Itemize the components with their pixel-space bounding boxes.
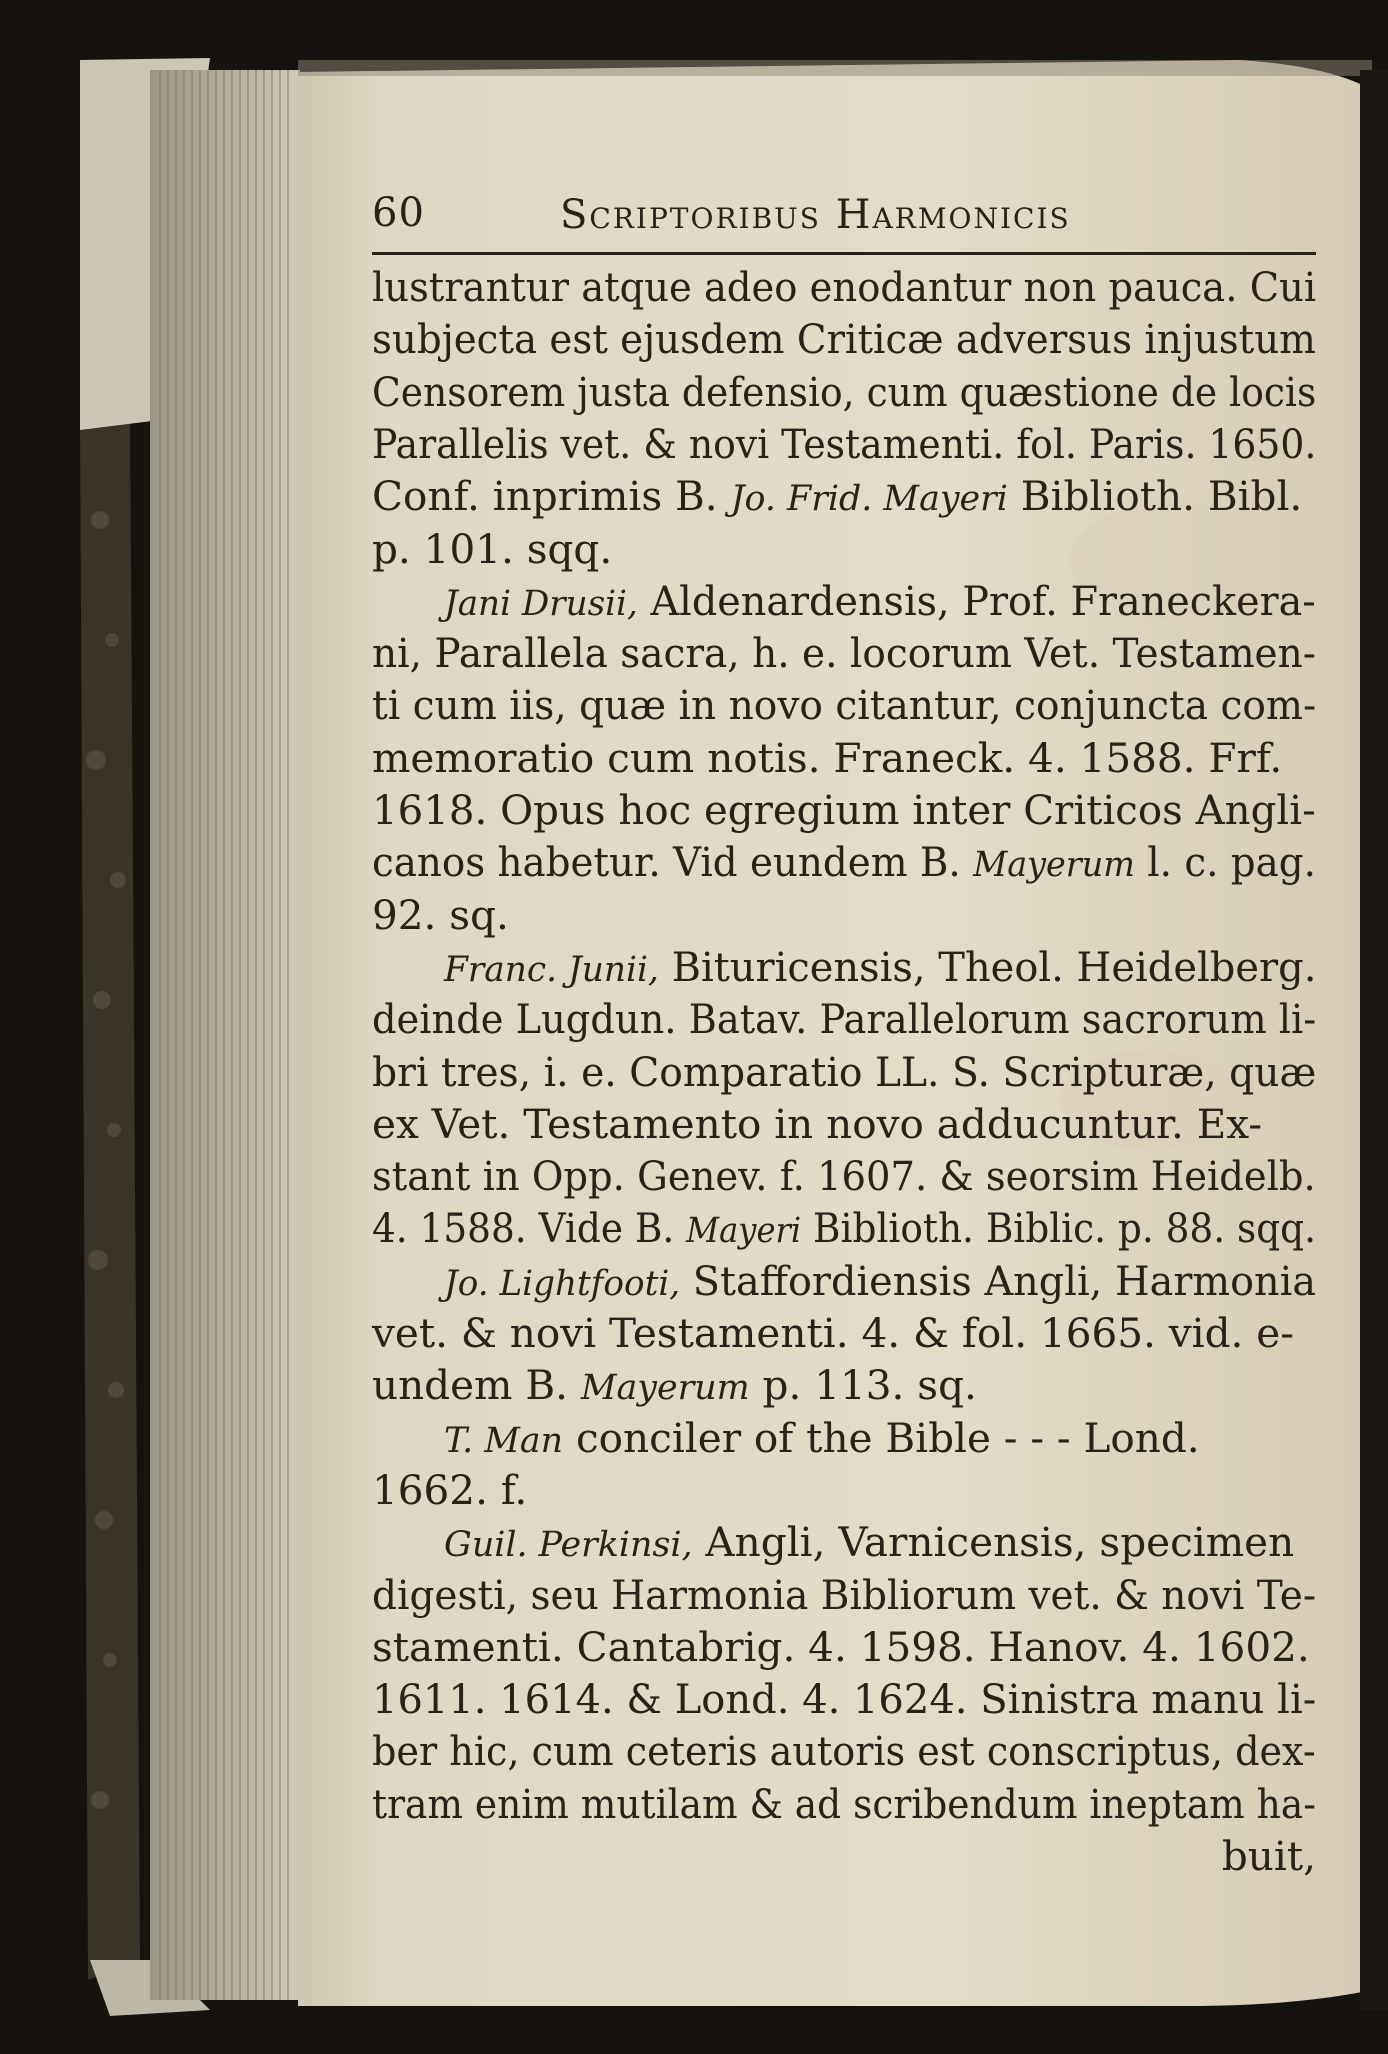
text-run: canos habetur. Vid eundem B.: [372, 838, 974, 887]
running-title: Scriptoribus Harmonicis: [560, 192, 1071, 238]
text-run: Angli, Varnicensis, specimen: [692, 1518, 1295, 1567]
text-line: [372, 785, 1316, 835]
text-line: [444, 1256, 1317, 1306]
text-run: p. 113. sq.: [749, 1361, 977, 1410]
text-run: buit,: [1221, 1832, 1316, 1880]
text-run: 92. sq.: [372, 890, 509, 939]
italic-name: Mayerum: [973, 845, 1135, 886]
text-line: [372, 1622, 1316, 1672]
italic-name: Guil. Perkinsi,: [444, 1525, 693, 1566]
text-line: [372, 262, 1317, 312]
text-line: [444, 1517, 1316, 1567]
italic-name: Mayerum: [580, 1368, 750, 1409]
text-run: 4. 1588. Vide B.: [372, 1204, 687, 1253]
text-run: p. 101. sqq.: [372, 524, 613, 573]
text-run: Conf. inprimis B.: [372, 472, 731, 521]
text-run: ex Vet. Testamento in novo adducuntur. Ex-: [372, 1099, 1263, 1148]
text-run: Staffordiensis Angli, Harmonia: [680, 1256, 1317, 1305]
text-run: tram enim mutilam & ad scribendum ineptam ha-: [372, 1779, 1316, 1828]
text-line: [372, 314, 1316, 364]
text-line: [372, 1308, 1316, 1358]
text-run: 1611. 1614. & Lond. 4. 1624. Sinistra manu li-: [372, 1675, 1317, 1724]
text-run: subjecta est ejusdem Criticæ adversus injustum: [372, 315, 1316, 364]
text-run: bri tres, i. e. Comparatio LL. S. Scripturæ, quæ: [372, 1047, 1317, 1096]
text-line: [372, 1831, 1316, 1881]
text-line: [372, 1779, 1316, 1829]
text-run: digesti, seu Harmonia Bibliorum vet. & novi Te-: [372, 1570, 1317, 1619]
text-run: 1618. Opus hoc egregium inter Criticos Angli-: [372, 786, 1316, 834]
italic-name: T. Man: [444, 1420, 564, 1461]
text-line: [372, 628, 1316, 678]
running-head: [372, 186, 1328, 246]
text-line: [372, 1099, 1316, 1149]
text-run: stant in Opp. Genev. f. 1607. & seorsim Heidelb.: [372, 1152, 1316, 1201]
text-line: [372, 1360, 1316, 1410]
text-line: [372, 1570, 1317, 1620]
text-run: lustrantur atque adeo enodantur non pauca. Cui: [372, 263, 1317, 311]
italic-name: Franc. Junii,: [444, 949, 659, 990]
page-edges: [150, 70, 300, 2000]
text-line: [372, 680, 1317, 730]
text-run: Bituricensis, Theol. Heidelberg.: [658, 942, 1317, 991]
text-line: [372, 471, 1316, 521]
italic-name: Jani Drusii,: [444, 583, 638, 624]
text-line: [372, 1151, 1316, 1201]
text-line: [372, 994, 1317, 1044]
text-run: undem B.: [372, 1361, 581, 1410]
text-run: deinde Lugdun. Batav. Parallelorum sacrorum li-: [372, 995, 1317, 1044]
text-run: 1662. f.: [372, 1465, 528, 1514]
text-run: l. c. pag.: [1134, 838, 1316, 887]
text-run: stamenti. Cantabrig. 4. 1598. Hanov. 4. 1602.: [372, 1622, 1310, 1671]
page-text-block: [372, 186, 1328, 1946]
text-run: memoratio cum notis. Franeck. 4. 1588. Frf.: [372, 733, 1283, 782]
text-line: [372, 1047, 1317, 1097]
text-line: [444, 942, 1317, 992]
text-run: ti cum iis, quæ in novo citantur, conjuncta com-: [372, 681, 1317, 730]
text-line: [372, 1203, 1316, 1253]
italic-name: Mayeri: [686, 1211, 802, 1252]
page-number: 60: [372, 190, 425, 236]
text-run: Parallelis vet. & novi Testamenti. fol. Paris. 1650.: [372, 419, 1317, 468]
text-run: vet. & novi Testamenti. 4. & fol. 1665. vid. e-: [372, 1309, 1294, 1357]
text-line: [444, 1413, 1316, 1463]
italic-name: Jo. Lightfooti,: [444, 1263, 681, 1304]
text-run: Aldenardensis, Prof. Franeckera-: [637, 576, 1316, 625]
text-line: [444, 576, 1316, 626]
text-run: Biblioth. Bibl.: [1007, 472, 1303, 521]
italic-name: Jo. Frid. Mayeri: [730, 479, 1008, 520]
text-line: [372, 367, 1317, 417]
text-run: ni, Parallela sacra, h. e. locorum Vet. Testamen-: [372, 629, 1316, 678]
text-line: [372, 1465, 1316, 1515]
text-run: ber hic, cum ceteris autoris est conscriptus, dex-: [372, 1727, 1316, 1776]
text-line: [372, 890, 1316, 940]
text-run: conciler of the Bible - - - Lond.: [563, 1413, 1200, 1462]
text-line: [372, 1726, 1316, 1776]
text-line: [372, 419, 1317, 469]
text-line: [372, 524, 1316, 574]
text-line: [372, 733, 1316, 783]
head-rule: [372, 252, 1316, 255]
text-run: Biblioth. Biblic. p. 88. sqq.: [801, 1204, 1316, 1253]
text-run: Censorem justa defensio, cum quæstione de locis: [372, 367, 1317, 416]
text-line: [372, 1674, 1317, 1724]
text-line: [372, 837, 1316, 887]
